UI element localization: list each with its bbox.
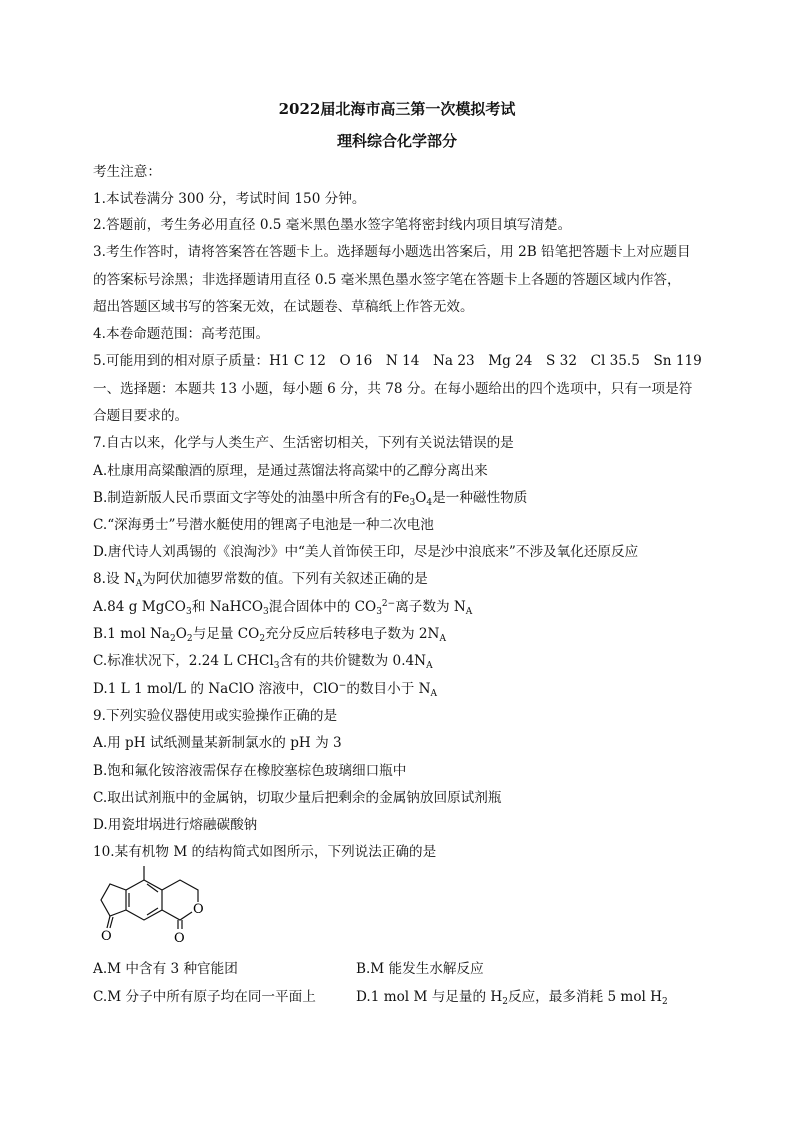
- notice-item-5: 5.可能用到的相对原子质量：H1 C 12 O 16 N 14 Na 23 Mg 24 S 32 Cl 35.5 Sn 119: [93, 353, 702, 369]
- exam-title: 2022届北海市高三第一次模拟考试: [278, 100, 516, 118]
- q7-option-c: C.“深海勇士”号潜水艇使用的锂离子电池是一种二次电池: [93, 517, 434, 533]
- section-heading-cont: 合题目要求的。: [93, 408, 189, 424]
- molecule-structure: [96, 862, 226, 952]
- q7-option-b: B.制造新版人民币票面文字等处的油墨中所含有的$Fe_3O_4$是一种磁性物质: [93, 490, 528, 508]
- notice-item-1: 1.本试卷满分 300 分，考试时间 150 分钟。: [93, 191, 366, 207]
- notice-item-2: 2.答题前，考生务必用直径 0.5 毫米黑色墨水签字笔将密封线内项目填写清楚。: [93, 217, 572, 233]
- q10-option-c: C.M 分子中所有原子均在同一平面上: [93, 989, 316, 1005]
- notice-item-4: 4.本卷命题范围：高考范围。: [93, 326, 270, 342]
- notice-item-3-cont: 的答案标号涂黑；非选择题请用直径 0.5 毫米黑色墨水签字笔在答题卡上各题的答题区域内作答，: [93, 272, 681, 288]
- ring-oxygen-label: O: [193, 902, 204, 917]
- q10-stem: 10.某有机物 M 的结构简式如图所示，下列说法正确的是: [93, 844, 437, 860]
- q8-stem: 8.设 $N_A$为阿伏加德罗常数的值。下列有关叙述正确的是: [93, 571, 428, 589]
- q9-option-a: A.用 pH 试纸测量某新制氯水的 pH 为 3: [93, 735, 342, 751]
- q8-option-c: C.标准状况下，2.24 L CHCl$_3$含有的共价键数为 $0.4N_A$: [93, 653, 433, 671]
- q7-option-a: A.杜康用高粱酿酒的原理，是通过蒸馏法将高粱中的乙醇分离出来: [93, 463, 488, 479]
- q7-option-d: D.唐代诗人刘禹锡的《浪淘沙》中“美人首饰侯王印，尽是沙中浪底来”不涉及氧化还原反应: [93, 544, 639, 560]
- q8-option-d: D.1 L 1 mol/L 的 NaClO 溶液中，ClO−的数目小于 $N_A$: [93, 681, 438, 699]
- exam-subtitle: 理科综合化学部分: [336, 132, 457, 150]
- q8-option-b: B.1 mol $Na_2O_2$与足量 $CO_2$充分反应后转移电子数为 $2N_A$: [93, 626, 446, 644]
- q10-option-a: A.M 中含有 3 种官能团: [93, 961, 238, 977]
- notice-item-3-end: 超出答题区域书写的答案无效，在试题卷、草稿纸上作答无效。: [93, 299, 474, 315]
- q10-option-b: B.M 能发生水解反应: [356, 961, 484, 977]
- q8-option-a: A.84 g MgCO$_3$和 NaHCO$_3$混合固体中的 $CO_3^{2-}$离子数为 $N_A$: [93, 599, 473, 617]
- notice-item-3: 3.考生作答时，请将答案答在答题卡上。选择题每小题选出答案后，用 2B 铅笔把答题卡上对应题目: [93, 244, 691, 260]
- section-heading: 一、选择题：本题共 13 小题，每小题 6 分，共 78 分。在每小题给出的四个选项中，只有一项是符: [93, 381, 693, 397]
- q9-option-b: B.饱和氟化铵溶液需保存在橡胶塞棕色玻璃细口瓶中: [93, 763, 407, 779]
- q9-option-d: D.用瓷坩埚进行熔融碳酸钠: [93, 817, 258, 833]
- q7-stem: 7.自古以来，化学与人类生产、生活密切相关，下列有关说法错误的是: [93, 435, 514, 451]
- q9-option-c: C.取出试剂瓶中的金属钠，切取少量后把剩余的金属钠放回原试剂瓶: [93, 790, 502, 806]
- q10-option-d: D.1 mol M 与足量的 $H_2$反应，最多消耗 5 mol $H_2$: [356, 989, 668, 1007]
- notice-heading: 考生注意：: [93, 164, 161, 180]
- ketone-oxygen-label: O: [101, 929, 112, 944]
- q9-stem: 9.下列实验仪器使用或实验操作正确的是: [93, 708, 338, 724]
- carbonyl-oxygen-label: O: [174, 931, 185, 946]
